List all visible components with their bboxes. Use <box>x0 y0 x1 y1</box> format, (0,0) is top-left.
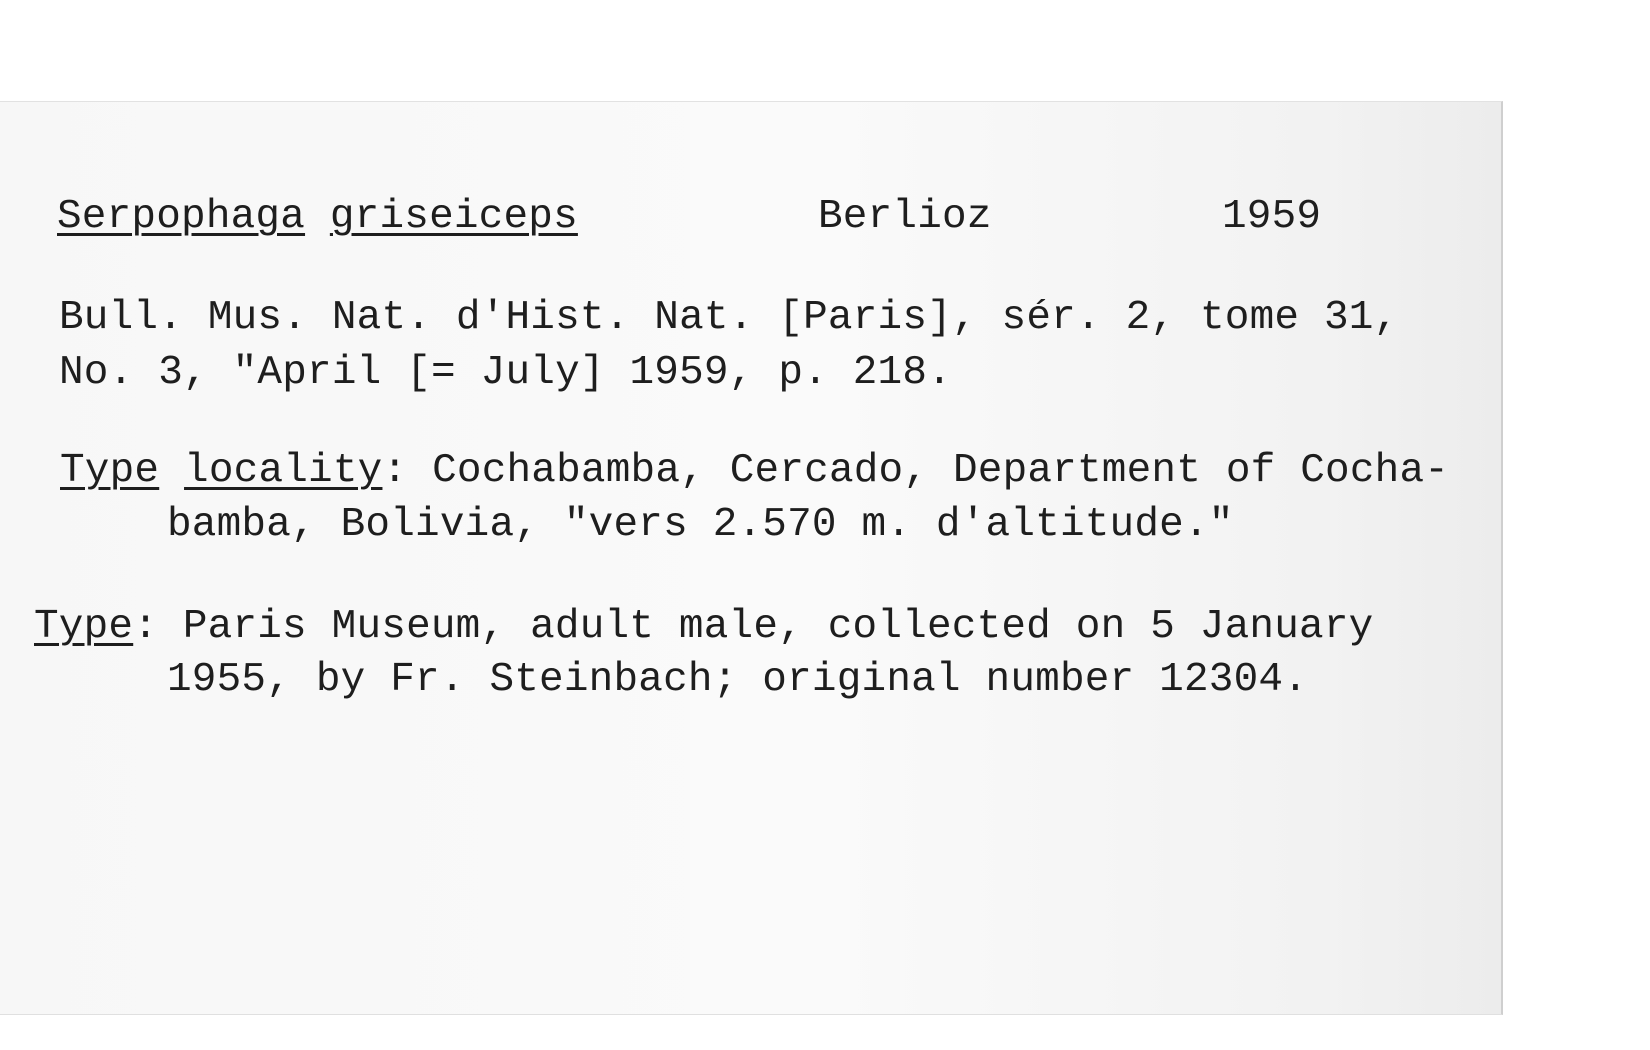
type-locality-line-1 <box>60 448 1450 494</box>
type-locality-label-type: Type <box>60 448 160 494</box>
citation-line-1: Bull. Mus. Nat. d'Hist. Nat. [Paris], sér. 2, tome 31, <box>59 295 1399 341</box>
type-line-2: 1955, by Fr. Steinbach; original number 12304. <box>167 657 1308 703</box>
type-locality-line-2: bamba, Bolivia, "vers 2.570 m. d'altitude." <box>167 502 1234 548</box>
specific-epithet: griseiceps <box>329 194 578 240</box>
species-name <box>57 194 578 240</box>
genus-name: Serpophaga <box>57 194 306 240</box>
description-year: 1959 <box>1222 194 1322 240</box>
type-text-1: Paris Museum, adult male, collected on 5 January <box>158 604 1374 650</box>
type-line-1 <box>34 604 1374 650</box>
type-label: Type <box>34 604 134 650</box>
type-colon: : <box>133 604 159 650</box>
type-locality-label-locality: locality <box>184 448 383 494</box>
type-locality-text-1: Cochabamba, Cercado, Department of Cocha- <box>407 448 1450 494</box>
type-locality-colon: : <box>382 448 408 494</box>
citation-line-2: No. 3, "April [= July] 1959, p. 218. <box>59 350 952 396</box>
author-name: Berlioz <box>818 194 992 240</box>
